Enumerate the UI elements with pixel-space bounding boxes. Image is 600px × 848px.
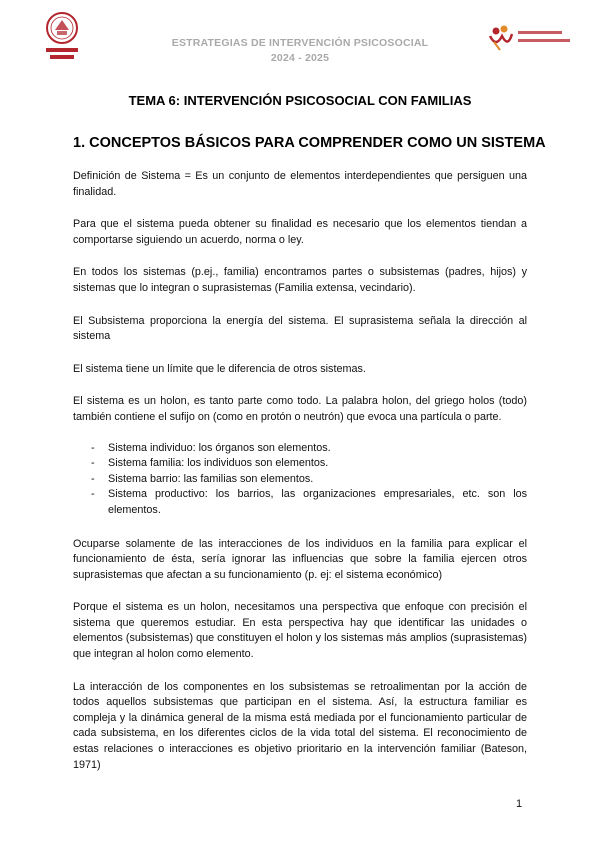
page-number: 1 — [516, 798, 523, 810]
paragraph: Porque el sistema es un holon, necesitamos una perspectiva que enfoque con precisión el sistema que queremos estudiar. En esta perspectiva hay que identificar las unidades o elementos (subsistemas) que constituyen el holon y los sistemas más amplios (suprasistemas) que integran al holon como elemento. — [73, 601, 527, 661]
paragraph: El sistema tiene un límite que le diferencia de otros sistemas. — [73, 362, 366, 375]
paragraph: La interacción de los componentes en los subsistemas se retroalimentan por la acción de todos aquellos subsistemas que participan en el sistema. Así, la estructura familiar es compleja y la dinámica general de la misma está mediada por el funcionamiento particular de cada subsistema, en los diferentes ciclos de la vida total del sistema. El reconocimiento de estas relaciones o interacciones es objetivo prioritario en la intervención familiar (Bateson, 1971) — [73, 680, 527, 771]
list-item-text: Sistema barrio: las familias son elementos. — [108, 472, 314, 485]
faculty-logo — [486, 22, 578, 52]
list-item — [73, 472, 527, 488]
document-body — [73, 169, 527, 790]
university-logo — [40, 10, 84, 68]
list-item — [73, 456, 527, 472]
list-item-text: Sistema individuo: los órganos son elementos. — [108, 441, 331, 454]
paragraph: Definición de Sistema = Es un conjunto de elementos interdependientes que persiguen una finalidad. — [73, 170, 527, 198]
list-item-text: Sistema familia: los individuos son elementos. — [108, 457, 329, 470]
list-bullet: - — [91, 441, 95, 454]
list-item — [73, 441, 527, 457]
paragraph: El sistema es un holon, es tanto parte como todo. La palabra holon, del griego holos (todo) también contiene el sufijo on (como en protón o neutrón) que evoca una partícula o parte. — [73, 395, 527, 423]
header-course-title: ESTRATEGIAS DE INTERVENCIÓN PSICOSOCIAL — [171, 37, 429, 49]
paragraph: El Subsistema proporciona la energía del sistema. El suprasistema señala la dirección al sistema — [73, 314, 527, 343]
paragraph: Para que el sistema pueda obtener su finalidad es necesario que los elementos tiendan a comportarse siguiendo un acuerdo, norma o ley. — [73, 218, 527, 246]
paragraph: En todos los sistemas (p.ej., familia) encontramos partes o subsistemas (padres, hijos) y sistemas que lo integran o suprasistemas (Familia extensa, vecindario). — [73, 266, 527, 294]
list-item — [73, 487, 527, 518]
section-heading: 1. CONCEPTOS BÁSICOS PARA COMPRENDER COMO UN SISTEMA — [73, 135, 546, 151]
list-bullet: - — [91, 472, 95, 485]
list-bullet: - — [91, 488, 95, 501]
system-examples-list — [73, 441, 527, 519]
document-title: TEMA 6: INTERVENCIÓN PSICOSOCIAL CON FAMILIAS — [128, 93, 472, 108]
header-academic-year: 2024 - 2025 — [270, 52, 330, 64]
paragraph: Ocuparse solamente de las interacciones de los individuos en la familia para explicar el funcionamiento de ésta, sería ignorar las influencias que sobre la familia ejercen otros suprasistemas que afectan a su funcionamiento (p. ej: el sistema económico) — [73, 537, 527, 581]
list-bullet: - — [91, 457, 95, 470]
list-item-text: Sistema productivo: los barrios, las organizaciones empresariales, etc. son los elementos. — [108, 488, 527, 516]
